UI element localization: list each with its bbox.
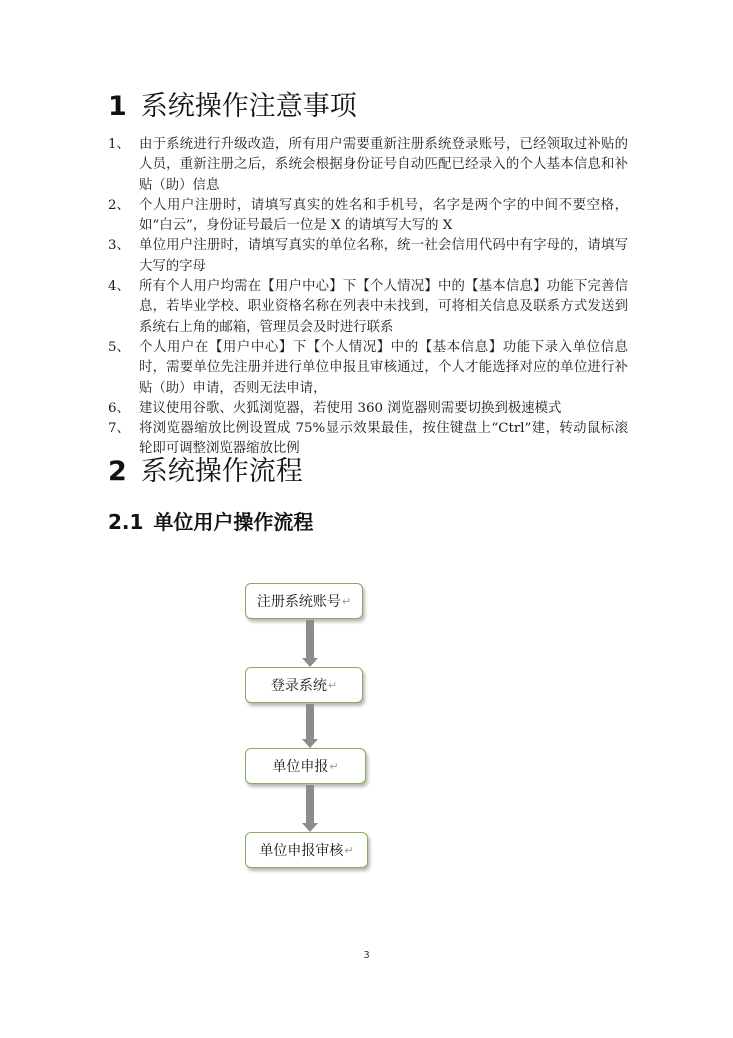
- page-number: 3: [363, 950, 370, 961]
- return-mark-icon: ↵: [329, 759, 339, 773]
- note-item: [108, 236, 628, 277]
- note-text: 单位用户注册时，请填写真实的单位名称，统一社会信用代码中有字母的，请填写大写的字母: [139, 238, 628, 274]
- flow-arrow: [306, 620, 314, 667]
- flow-step-label: 注册系统账号: [256, 594, 341, 610]
- flow-step-register: [245, 583, 363, 619]
- section-1-title: 系统操作注意事项: [140, 91, 357, 122]
- note-index: 7、: [108, 421, 130, 437]
- section-1-heading: [108, 91, 357, 123]
- arrow-shaft: [306, 704, 314, 740]
- arrow-shaft: [306, 785, 314, 824]
- return-mark-icon: ↵: [327, 678, 338, 692]
- section-1-number: 1: [108, 91, 127, 122]
- arrow-down-icon: [302, 823, 318, 832]
- arrow-down-icon: [302, 658, 318, 667]
- note-index: 2、: [108, 197, 130, 213]
- section-2-heading: [108, 456, 303, 488]
- section-2-1-title: 单位用户操作流程: [153, 510, 314, 534]
- section-2-1-number: 2.1: [108, 510, 144, 534]
- flow-step-unit-declare: [245, 748, 366, 784]
- note-item: [108, 338, 628, 399]
- note-text: 所有个人用户均需在【用户中心】下【个人情况】中的【基本信息】功能下完善信息，若毕业学校、职业资格名称在列表中未找到，可将相关信息及联系方式发送到系统右上角的邮箱，管理员会及时进行联系: [139, 279, 628, 335]
- note-text: 个人用户注册时，请填写真实的姓名和手机号，名字是两个字的中间不要空格，如“白云”，身份证号最后一位是 X 的请填写大写的 X: [139, 197, 628, 234]
- note-index: 5、: [108, 339, 130, 355]
- note-item: [108, 419, 628, 460]
- note-text: 由于系统进行升级改造，所有用户需要重新注册系统登录账号，已经领取过补贴的人员，重新注册之后，系统会根据身份证号自动匹配已经录入的个人基本信息和补贴（助）信息: [139, 137, 628, 193]
- return-mark-icon: ↵: [344, 843, 354, 857]
- note-text: 建议使用谷歌、火狐浏览器，若使用 360 浏览器则需要切换到极速模式: [139, 400, 562, 416]
- note-index: 3、: [108, 238, 130, 254]
- section-2-title: 系统操作流程: [140, 456, 303, 487]
- section-2-number: 2: [108, 456, 127, 487]
- note-item: [108, 277, 628, 338]
- flow-arrow: [306, 704, 314, 748]
- section-2-1-heading: [108, 509, 313, 535]
- note-item: [108, 196, 628, 237]
- note-text: 将浏览器缩放比例设置成 75%显示效果最佳，按住键盘上“Ctrl”建，转动鼠标滚轮即可调整浏览器缩放比例: [139, 421, 628, 457]
- flow-step-label: 登录系统: [270, 678, 327, 694]
- return-mark-icon: ↵: [341, 594, 352, 608]
- flow-arrow: [306, 785, 314, 832]
- note-index: 6、: [108, 400, 130, 416]
- arrow-shaft: [306, 620, 314, 659]
- arrow-down-icon: [302, 739, 318, 748]
- flow-step-label: 单位申报: [272, 759, 329, 775]
- note-item: [108, 135, 628, 196]
- flow-step-unit-review: [245, 832, 368, 868]
- note-text: 个人用户在【用户中心】下【个人情况】中的【基本信息】功能下录入单位信息时，需要单位先注册并进行单位申报且审核通过，个人才能选择对应的单位进行补贴（助）申请，否则无法申请，: [139, 339, 628, 396]
- note-item: [108, 399, 628, 419]
- note-index: 4、: [108, 279, 130, 295]
- notes-list: [108, 135, 628, 460]
- note-index: 1、: [108, 137, 130, 152]
- flow-step-login: [245, 667, 363, 703]
- flow-step-label: 单位申报审核: [259, 843, 344, 859]
